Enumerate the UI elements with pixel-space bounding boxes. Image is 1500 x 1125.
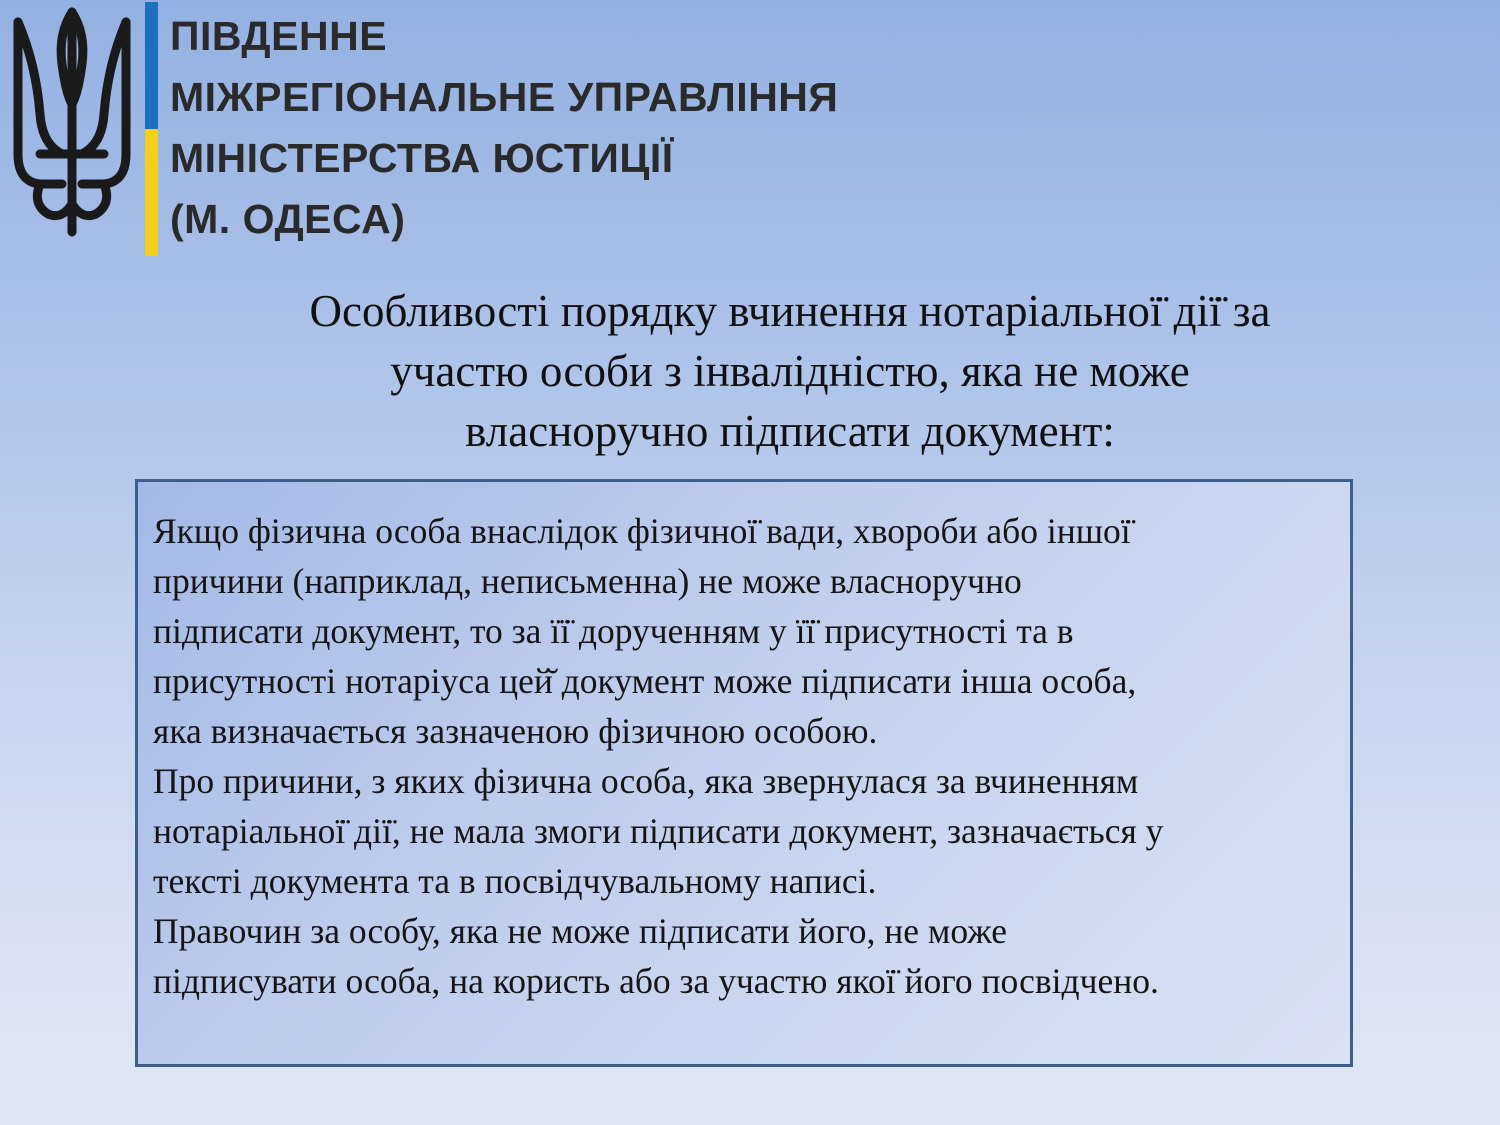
text-line: нотаріальної̈ дії̈, не мала змоги підписати документ, зазначається у (153, 811, 1164, 851)
paragraph-reasons-noted (153, 756, 1336, 906)
content-text-box (135, 479, 1353, 1067)
paragraph-restriction (153, 906, 1336, 1006)
slide-title (200, 281, 1380, 461)
org-name-line: ПІВДЕННЕ (170, 13, 388, 59)
title-line: Особливості порядку вчинення нотаріальної̈ дії̈ за (309, 286, 1271, 336)
title-line: власноручно підписати документ: (465, 406, 1115, 456)
paragraph-signing-by-other-person (153, 506, 1336, 756)
text-line: причини (наприклад, неписьменна) не може власноручно (153, 561, 1022, 601)
org-name-line: МІЖРЕГІОНАЛЬНЕ УПРАВЛІННЯ (170, 74, 839, 120)
ukraine-flag-bar (145, 2, 158, 256)
title-line: участю особи з інвалідністю, яка не може (390, 346, 1190, 396)
ukraine-trident-icon (10, 4, 134, 240)
org-name-line: (М. ОДЕСА) (170, 196, 406, 242)
text-line: Про причини, з яких фізична особа, яка звернулася за вчиненням (153, 761, 1139, 801)
text-line: яка визначається зазначеною фізичною особою. (153, 711, 878, 751)
text-line: присутності нотаріуса цей̆ документ може підписати інша особа, (153, 661, 1137, 701)
organization-name (170, 6, 838, 250)
header (0, 0, 900, 260)
text-line: Якщо фізична особа внаслідок фізичної̈ вади, хвороби або іншої̈ (153, 511, 1131, 551)
text-line: тексті документа та в посвідчувальному написі. (153, 861, 877, 901)
text-line: Правочин за особу, яка не може підписати його, не може (153, 911, 1008, 951)
org-name-line: МІНІСТЕРСТВА ЮСТИЦІЇ (170, 135, 674, 181)
text-line: підписати документ, то за її̈ дорученням у її̈ присутності та в (153, 611, 1074, 651)
text-line: підписувати особа, на користь або за участю якої̈ його посвідчено. (153, 961, 1159, 1001)
